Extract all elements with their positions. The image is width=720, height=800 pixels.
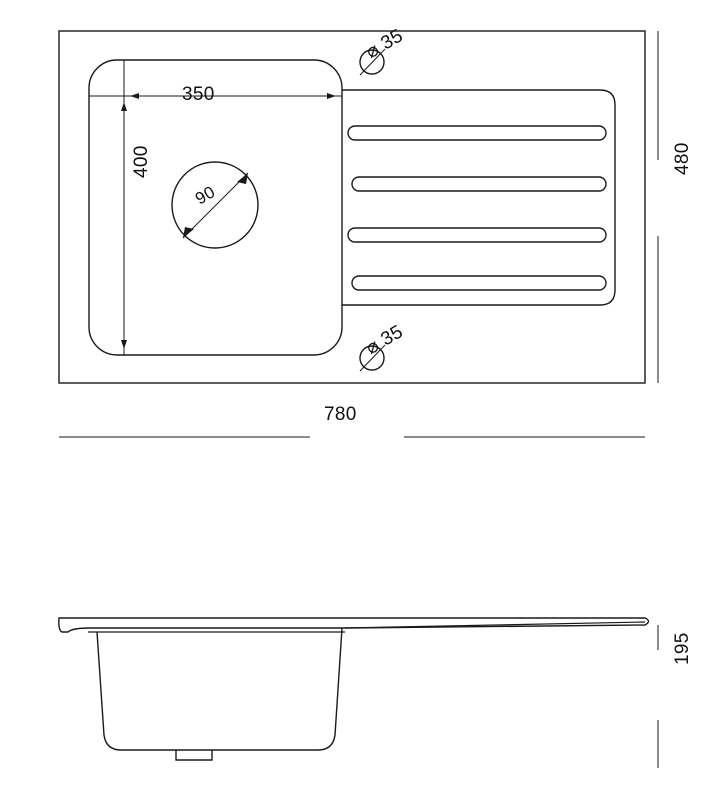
label-drain-diameter: 90 — [192, 182, 219, 209]
dimension-guide-lines — [89, 60, 342, 355]
drain-outlet-stub — [176, 750, 212, 760]
sink-rim-section — [59, 618, 649, 632]
dim-90 — [183, 173, 248, 238]
label-tap-hole-top-value: 35 — [377, 25, 407, 55]
sink-outline-top-view — [59, 31, 645, 383]
bowl-section-outline — [97, 628, 342, 750]
drainboard-rib — [352, 177, 606, 191]
drainboard-rib — [348, 126, 606, 140]
label-tap-hole-bottom-value: 35 — [377, 321, 407, 351]
label-overall-depth: 480 — [672, 142, 693, 175]
drainboard-ribs — [348, 126, 606, 290]
diameter-symbol-icon: ⌀ — [362, 334, 384, 360]
label-overall-width: 780 — [324, 404, 357, 425]
drainboard-rib — [352, 276, 606, 290]
label-bowl-width: 350 — [182, 84, 215, 105]
label-overall-height: 195 — [672, 632, 693, 665]
label-bowl-depth: 400 — [131, 145, 152, 178]
diameter-symbol-icon: ⌀ — [362, 38, 384, 64]
drainboard-outline — [342, 90, 615, 305]
drainboard-rib — [348, 228, 606, 242]
bowl-outline — [89, 60, 342, 355]
